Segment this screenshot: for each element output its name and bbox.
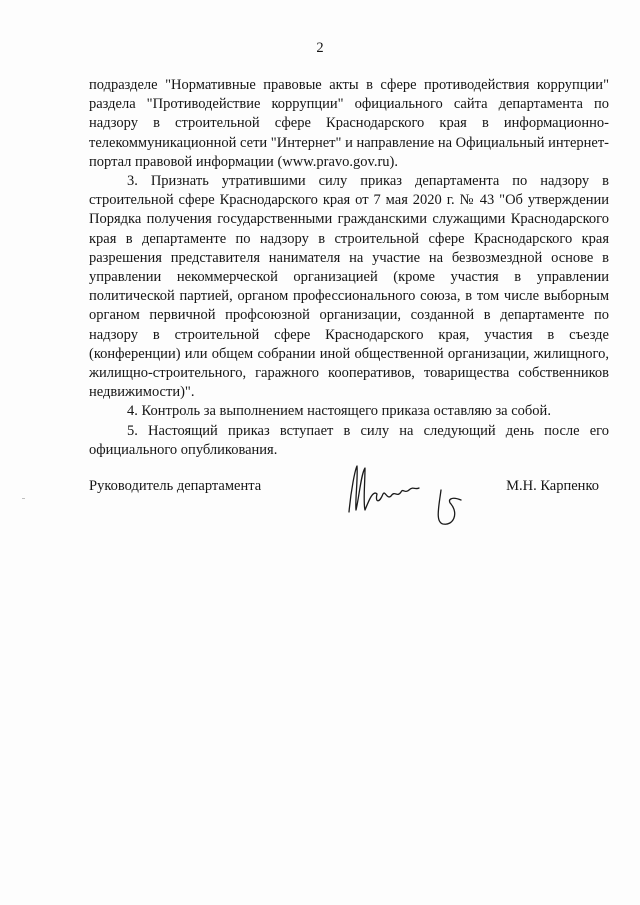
paragraph-continuation: подразделе "Нормативные правовые акты в сфере противодействия коррупции" раздела "Противодействие коррупции" официального сайта департамента по надзору в строительной сфере Краснодарского края в информационно-телекоммуникационной сети "Интернет" и направление на Официальный интернет-портал правовой информации (www.pravo.gov.ru). [89,77,609,170]
handwritten-signature [343,460,473,530]
signature-stroke-tail [438,490,461,524]
paragraph-item-3: 3. Признать утратившими силу приказ департамента по надзору в строительной сфере Краснодарского края от 7 мая 2020 г. № 43 "Об утверждении Порядка получения государственными гражданскими служащими Краснодарского края в департаменте по надзору в строительной сфере Краснодарского края разрешения представителя нанимателя на участие на безвозмездной основе в управлении некоммерческой организацией (кроме участия в управлении политической партией, органом профессионального союза, в том числе выборным органом первичной профсоюзной организации, созданной в департаменте по надзору в строительной сфере Краснодарского края, участия в съезде (конференции) или общем собрании иной общественной организации, жилищного, жилищно-строительного, гаражного кооперативов, товарищества собственников недвижимости)". [89,173,609,401]
page-number: 2 [316,40,324,56]
signer-name: М.Н. Карпенко [506,478,599,494]
paragraph-item-4: 4. Контроль за выполнением настоящего приказа оставляю за собой. [127,403,551,420]
document-body [89,76,609,460]
signer-position: Руководитель департамента [89,478,262,494]
signature-stroke-main [349,466,419,512]
paragraph-item-5: 5. Настоящий приказ вступает в силу на следующий день после его официального опубликования. [89,422,609,458]
scan-artifact [22,498,25,499]
signature-block [89,478,609,548]
